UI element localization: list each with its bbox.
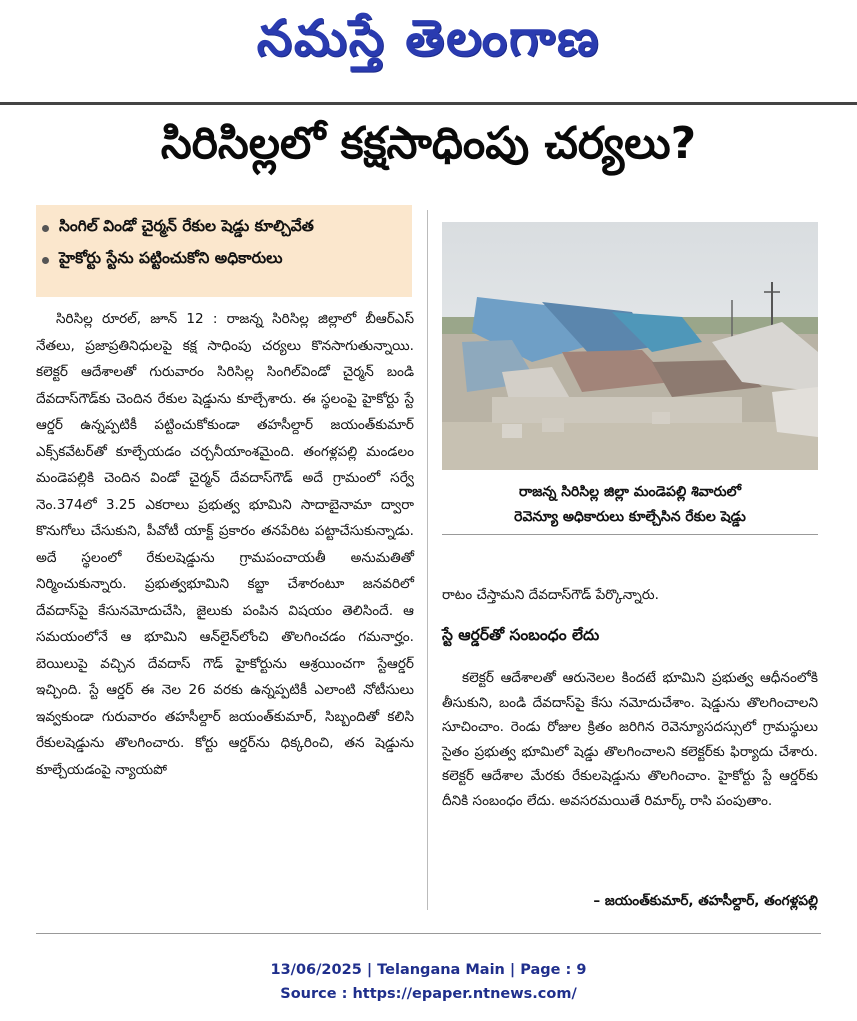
body-paragraph: కలెక్టర్ ఆదేశాలతో ఆరునెలల కిందటే భూమిని ప్రభుత్వ ఆధీనంలోకి తీసుకుని, బండి దేవదాస్‌పై కేసు నమోదుచేశాం. షెడ్డును తొలగించాలని సూచించాం. రెండు రోజుల క్రితం జరిగిన రెవెన్యూసదస్సులో గ్రామస్థులు సైతం ప్రభుత్వ భూమిలో షెడ్డు తొలగించాలని కలెక్టర్‌కు ఫిర్యాదు చేశారు. కలెక్టర్ ఆదేశాల మేరకు రేకులషెడ్డును తొలగించాం. హైకోర్టు స్టే ఆర్డర్‌కు దీనికి సంబంధం లేదు. అవసరమయితే రిమార్క్ రాసి పంపుతాం. (442, 670, 818, 809)
quote-attribution: – జయంత్‌కుమార్, తహసీల్దార్, తంగళ్లపల్లి (593, 893, 818, 909)
page-footer (0, 958, 857, 1006)
highlight-item (42, 217, 406, 239)
sub-heading: స్టే ఆర్డర్‌తో సంబంధం లేదు (442, 626, 600, 644)
article-body-right (442, 666, 818, 813)
newspaper-logo: నమస్తే తెలంగాణ (256, 8, 601, 67)
news-photo (442, 222, 818, 470)
bullet-icon (42, 225, 49, 232)
demolished-shed-image (442, 222, 818, 470)
column-divider (427, 210, 428, 910)
highlight-text: హైకోర్టు స్టేను పట్టించుకోని అధికారులు (59, 249, 283, 267)
source-link[interactable]: Source : https://epaper.ntnews.com/ (280, 986, 577, 1002)
top-divider (0, 102, 857, 105)
caption-line: రాజన్న సిరిసిల్ల జిల్లా మండెపల్లి శివారులో (518, 484, 742, 500)
highlight-text: సింగిల్ విండో చైర్మన్ రేకుల షెడ్డు కూల్చివేత (59, 217, 314, 235)
caption-divider (442, 534, 818, 535)
article-body-left (36, 306, 414, 783)
photo-caption (442, 480, 818, 530)
bottom-divider (36, 933, 821, 934)
article-headline: సిరిసిల్లలో కక్షసాధింపు చర్యలు? (160, 118, 697, 169)
article-continuation: రాటం చేస్తామని దేవదాస్‌గౌడ్ పేర్కొన్నారు. (442, 587, 659, 603)
bullet-icon (42, 257, 49, 264)
edition-info: 13/06/2025 | Telangana Main | Page : 9 (270, 962, 587, 978)
body-paragraph: సిరిసిల్ల రూరల్, జూన్ 12 : రాజన్న సిరిసిల్ల జిల్లాలో బీఆర్ఎస్ నేతలు, ప్రజాప్రతినిధులపై కక్ష సాధింపు చర్యలు కొనసాగుతున్నాయి. కలెక్టర్ ఆదేశాలతో గురువారం సిరిసిల్ల సింగిల్‌విండో చైర్మన్ బండి దేవదాస్‌గౌడ్‌కు చెందిన రేకుల షెడ్డును కూల్చేశారు. ఈ స్థలంపై హైకోర్టు స్టే ఆర్డర్ ఉన్నప్పటికీ పట్టించుకోకుండా తహసీల్దార్ జయంత్‌కుమార్ ఎక్స్‌కవేటర్‌తో కూల్చేయడం చర్చనీయాంశమైంది. తంగళ్లపల్లి మండలం మండెపల్లికి చెందిన విండో చైర్మన్ దేవదాస్‌గౌడ్ అదే గ్రామంలో సర్వే నెం.374లో 3.25 ఎకరాలు ప్రభుత్వ భూమిని సాదాబైనామా ద్వారా కొనుగోలు చేసుకుని, పీవోటీ యాక్ట్ ప్రకారం తనపేరిట పట్టాచేసుకున్నాడు. అదే స్థలంలో రేకులషెడ్డును గ్రామపంచాయతీ అనుమతితో నిర్మించుకున్నారు. ప్రభుత్వభూమిని కబ్జా చేశారంటూ జనవరిలో దేవదాస్‌పై కేసునమోదుచేసి, జైలుకు పంపిన విషయం తెలిసిందే. ఆ సమయంలోనే ఆ భూమిని ఆన్‌లైన్‌లోంచి తొలగించడం గమనార్హం. బెయిలుపై వచ్చిన దేవదాస్ గౌడ్ హైకోర్టును ఆశ్రయించగా స్టేఆర్డర్ ఇచ్చింది. స్టే ఆర్డర్ ఈ నెల 26 వరకు ఉన్నప్పటికీ ఎలాంటి నోటీసులు ఇవ్వకుండా గురువారం తహసీల్దార్ జయంత్‌కుమార్, సిబ్బందితో కలిసి రేకులషెడ్డును తొలగించారు. కోర్టు ఆర్డర్‌ను ధిక్కరించి, తన షెడ్డును కూల్చేయడంపై న్యాయపో (36, 311, 414, 778)
highlights-box (36, 205, 412, 297)
caption-line: రెవెన్యూ అధికారులు కూల్చేసిన రేకుల షెడ్డు (514, 509, 746, 525)
highlight-item (42, 249, 406, 271)
masthead (0, 0, 857, 98)
